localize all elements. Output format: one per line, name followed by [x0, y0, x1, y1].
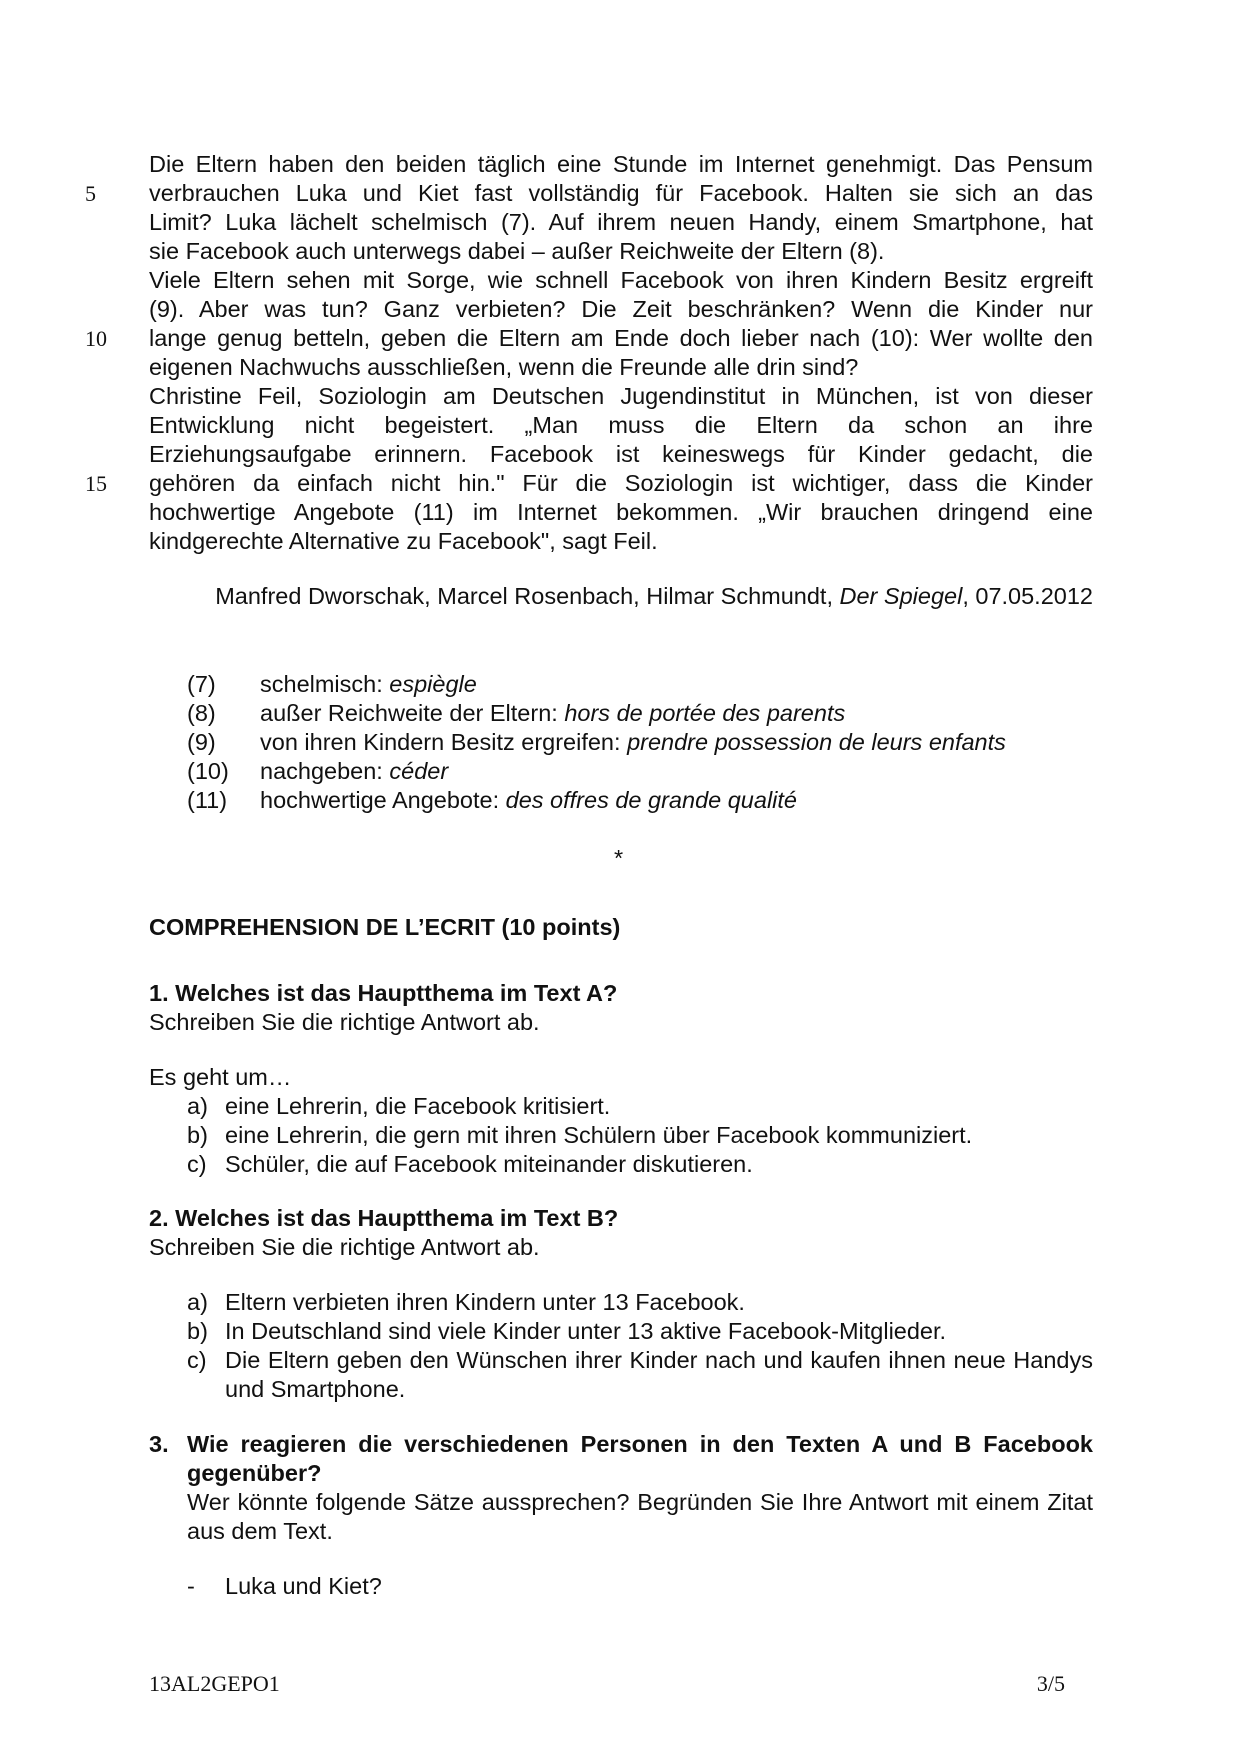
glossary-number: (7): [187, 671, 216, 697]
passage-line: gehören da einfach nicht hin." Für die Soziologin ist wichtiger, dass die Kinder: [149, 470, 1093, 496]
glossary-translation: espiègle: [389, 671, 477, 697]
question-2-title: 2. Welches ist das Hauptthema im Text B?: [149, 1205, 619, 1231]
question-3: [149, 1430, 1093, 1601]
option-letter: b): [187, 1318, 208, 1344]
glossary-translation: des offres de grande qualité: [505, 787, 797, 813]
question-3-item: [187, 1572, 1093, 1601]
glossary-term: von ihren Kindern Besitz ergreifen:: [260, 729, 628, 755]
option-letter: c): [187, 1151, 207, 1177]
passage-line: lange genug betteln, geben die Eltern am Ende doch lieber nach (10): Wer wollte den: [149, 325, 1093, 351]
passage-line: kindgerechte Alternative zu Facebook", sagt Feil.: [149, 528, 658, 554]
question-1: [149, 979, 1093, 1179]
glossary-number: (10): [187, 758, 229, 784]
glossary-item: [187, 757, 1006, 786]
question-3-title: Wie reagieren die verschiedenen Personen in den Texten A und B Facebook gegenüber?: [187, 1431, 1093, 1486]
glossary-number: (11): [187, 787, 228, 813]
passage-line: Die Eltern haben den beiden täglich eine Stunde im Internet genehmigt. Das Pensum: [149, 151, 1093, 177]
passage-line: Viele Eltern sehen mit Sorge, wie schnell Facebook von ihren Kindern Besitz ergreift: [149, 267, 1093, 293]
glossary-term: nachgeben:: [260, 758, 390, 784]
answer-option-b: [187, 1317, 1093, 1346]
exam-code: 13AL2GEPO1: [149, 1671, 280, 1696]
passage-line: hochwertige Angebote (11) im Internet bekommen. „Wir brauchen dringend eine: [149, 499, 1093, 525]
section-title: COMPREHENSION DE L’ECRIT (10 points): [149, 914, 621, 940]
page-number: 3/5: [1036, 1671, 1065, 1696]
glossary-item: [187, 728, 1006, 757]
question-1-intro: Es geht um…: [149, 1064, 292, 1090]
answer-option-a: [187, 1288, 1093, 1317]
glossary-item: [187, 699, 1006, 728]
option-letter: b): [187, 1122, 208, 1148]
option-text: eine Lehrerin, die Facebook kritisiert.: [225, 1093, 611, 1119]
glossary-number: (9): [187, 729, 216, 755]
credit-source: Der Spiegel: [839, 583, 963, 609]
question-2: [149, 1204, 1093, 1404]
glossary-item: [187, 670, 1006, 699]
question-1-title: 1. Welches ist das Hauptthema im Text A?: [149, 980, 618, 1006]
answer-option-a: [187, 1092, 1093, 1121]
passage-line: (9). Aber was tun? Ganz verbieten? Die Zeit beschränken? Wenn die Kinder nur: [149, 296, 1093, 322]
glossary-translation: hors de portée des parents: [564, 700, 846, 726]
question-3-number: 3.: [149, 1431, 169, 1457]
source-credit: [215, 582, 1093, 611]
option-text: Schüler, die auf Facebook miteinander diskutieren.: [225, 1151, 753, 1177]
passage-line: eigenen Nachwuchs ausschließen, wenn die Freunde alle drin sind?: [149, 354, 859, 380]
option-text: Eltern verbieten ihren Kindern unter 13 Facebook.: [225, 1289, 745, 1315]
glossary-term: schelmisch:: [260, 671, 390, 697]
option-text: In Deutschland sind viele Kinder unter 13 aktive Facebook-Mitglieder.: [225, 1318, 947, 1344]
glossary-translation: prendre possession de leurs enfants: [627, 729, 1006, 755]
passage-line: sie Facebook auch unterwegs dabei – außer Reichweite der Eltern (8).: [149, 238, 885, 264]
glossary-number: (8): [187, 700, 216, 726]
passage-line: verbrauchen Luka und Kiet fast vollständig für Facebook. Halten sie sich an das: [149, 180, 1093, 206]
glossary-term: hochwertige Angebote:: [260, 787, 506, 813]
option-letter: c): [187, 1347, 207, 1373]
option-text: Die Eltern geben den Wünschen ihrer Kinder nach und kaufen ihnen neue Handys und Smartphone.: [225, 1347, 1093, 1402]
glossary-list: [187, 670, 1006, 815]
question-3-instruction: Wer könnte folgende Sätze aussprechen? Begründen Sie Ihre Antwort mit einem Zitat aus dem Text.: [187, 1489, 1093, 1544]
glossary-term: außer Reichweite der Eltern:: [260, 700, 565, 726]
passage-line: Limit? Luka lächelt schelmisch (7). Auf ihrem neuen Handy, einem Smartphone, hat: [149, 209, 1093, 235]
option-letter: a): [187, 1289, 208, 1315]
passage-line: Entwicklung nicht begeistert. „Man muss die Eltern da schon an ihre: [149, 412, 1093, 438]
line-number-10: 10: [85, 326, 107, 351]
passage-line: Erziehungsaufgabe erinnern. Facebook ist keineswegs für Kinder gedacht, die: [149, 441, 1093, 467]
option-text: eine Lehrerin, die gern mit ihren Schülern über Facebook kommuniziert.: [225, 1122, 973, 1148]
answer-option-b: [187, 1121, 1093, 1150]
option-letter: a): [187, 1093, 208, 1119]
question-1-instruction: Schreiben Sie die richtige Antwort ab.: [149, 1009, 540, 1035]
answer-option-c: [187, 1150, 1093, 1179]
glossary-item: [187, 786, 1006, 815]
bullet-dash: -: [187, 1573, 195, 1599]
question-2-instruction: Schreiben Sie die richtige Antwort ab.: [149, 1234, 540, 1260]
line-number-15: 15: [85, 471, 107, 496]
reading-passage: [149, 150, 1093, 556]
credit-authors: Manfred Dworschak, Marcel Rosenbach, Hilmar Schmundt,: [215, 583, 840, 609]
line-number-5: 5: [85, 181, 96, 206]
credit-date: , 07.05.2012: [962, 583, 1093, 609]
glossary-translation: céder: [389, 758, 449, 784]
passage-line: Christine Feil, Soziologin am Deutschen Jugendinstitut in München, ist von dieser: [149, 383, 1093, 409]
answer-option-c: [187, 1346, 1093, 1404]
question-3-item-text: Luka und Kiet?: [225, 1573, 382, 1599]
separator-asterisk: *: [614, 845, 624, 871]
